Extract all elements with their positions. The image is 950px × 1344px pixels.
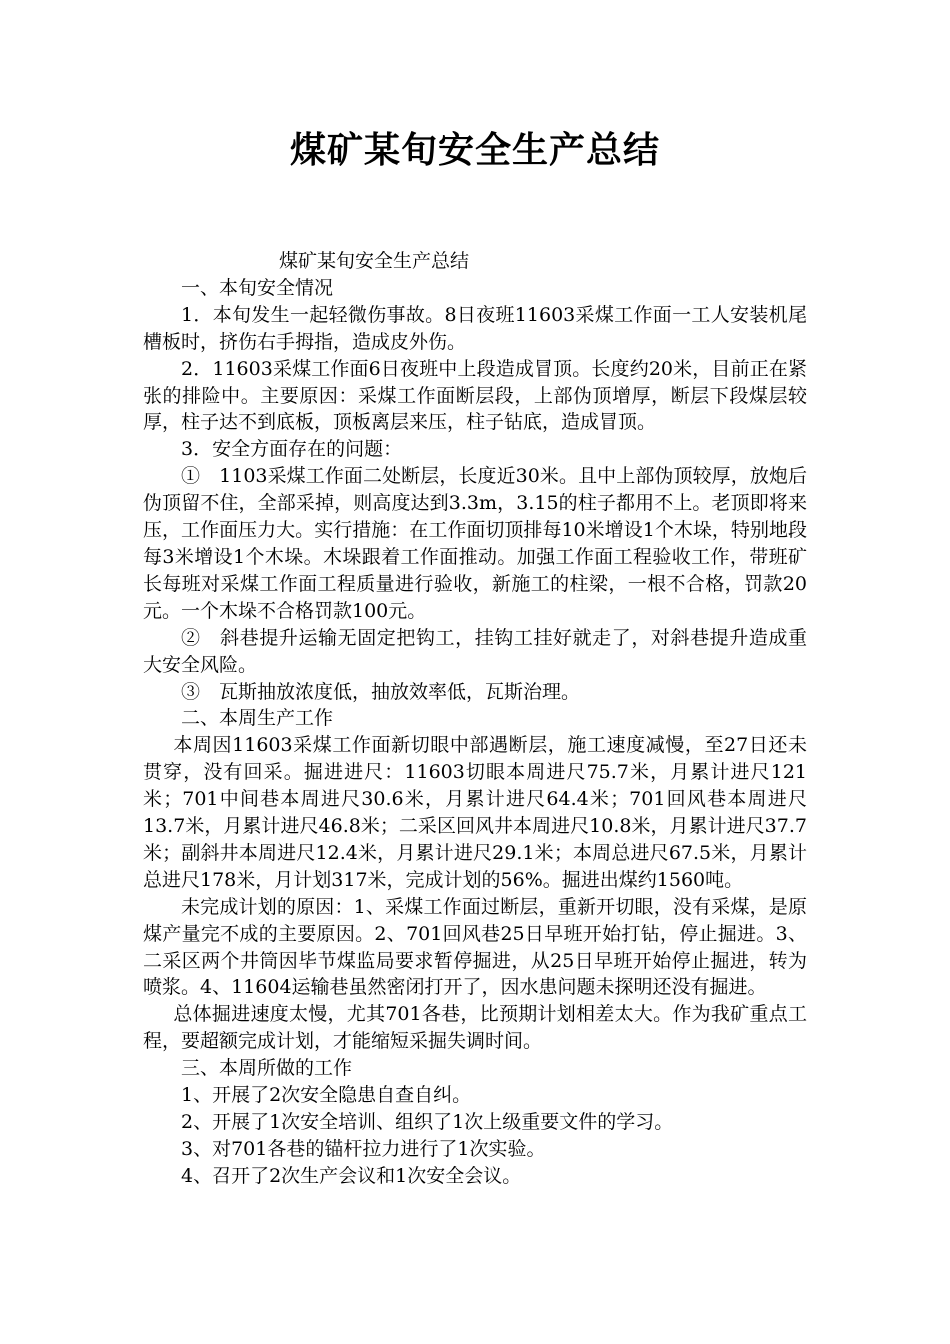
document-body <box>143 248 807 1190</box>
paragraph-problems-heading: 3．安全方面存在的问题： <box>181 438 403 461</box>
paragraph-accident: 1．本旬发生一起轻微伤事故。8日夜班11603采煤工作面一工人安装机尾槽板时，挤伤右手拇指，造成皮外伤。 <box>143 303 807 353</box>
section-heading-production: 二、本周生产工作 <box>181 707 334 730</box>
document-subtitle: 煤矿某旬安全生产总结 <box>279 250 470 272</box>
paragraph-problem-1: ① 1103采煤工作面二处断层，长度近30米。且中上部伪顶较厚，放炮后伪顶留不住，全部采掉，则高度达到3.3m，3.15的柱子都用不上。老顶即将来压，工作面压力大。实行措施：在工作面切顶排每10米增设1个木垛，特别地段每3米增设1个木垛。木垛跟着工作面推动。加强工作面工程验收工作，带班矿长每班对采煤工作面工程质量进行验收，新施工的柱梁，一根不合格，罚款20元。一个木垛不合格罚款100元。 <box>143 465 807 622</box>
work-item-2: 2、开展了1次安全培训、组织了1次上级重要文件的学习。 <box>181 1111 674 1133</box>
work-item-4: 4、召开了2次生产会议和1次安全会议。 <box>181 1164 522 1187</box>
document-title: 煤矿某旬安全生产总结 <box>289 130 660 171</box>
paragraph-problem-2: ② 斜巷提升运输无固定把钩工，挂钩工挂好就走了，对斜巷提升造成重大安全风险。 <box>143 626 807 676</box>
paragraph-roof-fall: 2．11603采煤工作面6日夜班中上段造成冒顶。长度约20米，目前正在紧张的排险中。主要原因：采煤工作面断层段，上部伪顶增厚，断层下段煤层较厚，柱子达不到底板，顶板离层来压，柱子钻底，造成冒顶。 <box>143 357 807 434</box>
paragraph-problem-3: ③ 瓦斯抽放浓度低，抽放效率低，瓦斯治理。 <box>181 680 581 703</box>
paragraph-overall: 总体掘进速度太慢，尤其701各巷，比预期计划相差太大。作为我矿重点工程，要超额完成计划，才能缩短采掘失调时间。 <box>143 1003 807 1053</box>
paragraph-production: 本周因11603采煤工作面新切眼中部遇断层，施工速度减慢，至27日还未贯穿，没有回采。掘进进尺：11603切眼本周进尺75.7米，月累计进尺121米；701中间巷本周进尺30.6米，月累计进尺64.4米；701回风巷本周进尺13.7米，月累计进尺46.8米；二采区回风井本周进尺10.8米，月累计进尺37.7米；副斜井本周进尺12.4米，月累计进尺29.1米；本周总进尺67.5米，月累计总进尺178米，月计划317米，完成计划的56%。掘进出煤约1560吨。 <box>143 734 807 891</box>
section-heading-safety: 一、本旬安全情况 <box>181 276 334 299</box>
work-item-3: 3、对701各巷的锚杆拉力进行了1次实验。 <box>181 1137 546 1160</box>
paragraph-reasons: 未完成计划的原因：1、采煤工作面过断层，重新开切眼，没有采煤，是原煤产量完不成的主要原因。2、701回风巷25日早班开始打钻，停止掘进。3、二采区两个井筒因毕节煤监局要求暂停掘进，从25日早班开始停止掘进，转为喷浆。4、11604运输巷虽然密闭打开了，因水患问题未探明还没有掘进。 <box>143 895 807 999</box>
work-item-1: 1、开展了2次安全隐患自查自纠。 <box>181 1084 472 1107</box>
section-heading-work: 三、本周所做的工作 <box>181 1057 353 1080</box>
